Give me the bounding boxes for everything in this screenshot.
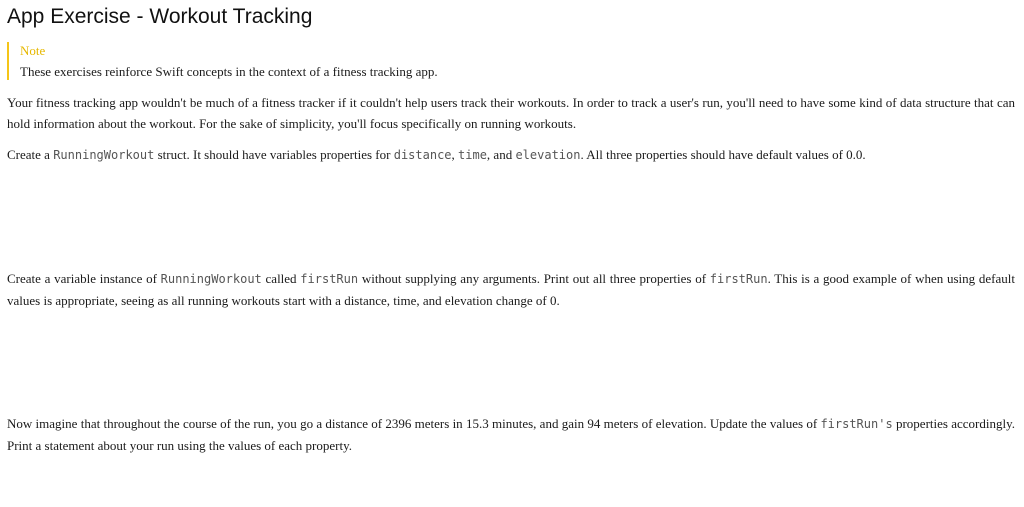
page-title: App Exercise - Workout Tracking	[7, 5, 313, 28]
text-segment: properties accordingly. Print a statement about your run using the values of each property.	[7, 416, 1015, 453]
text-segment: Create a variable instance of	[7, 271, 161, 286]
code-first-run: firstRun	[709, 272, 768, 286]
code-time: time	[458, 148, 487, 162]
exercise-paragraph-2	[7, 268, 1015, 311]
note-text: These exercises reinforce Swift concepts in the context of a fitness tracking app.	[20, 64, 438, 79]
document-page	[7, 0, 1015, 453]
text-segment: , and	[486, 147, 516, 162]
note-callout	[7, 42, 1015, 80]
text-segment: Now imagine that throughout the course of the run, you go a distance of 2396 meters in 15.3 minutes, and gain 94 meters of elevation. Update the values of	[7, 416, 821, 431]
text-segment: . This is a good example of when using default values is appropriate, seeing as all running workouts start with a distance, time, and elevation change of 0.	[7, 271, 1015, 308]
text-segment: struct. It should have variables properties for	[154, 147, 394, 162]
note-label: Note	[20, 43, 46, 58]
code-running-workout: RunningWorkout	[160, 272, 262, 286]
code-distance: distance	[393, 148, 452, 162]
text-segment: . All three properties should have default values of 0.0.	[580, 147, 866, 162]
code-running-workout: RunningWorkout	[53, 148, 155, 162]
text-segment: ,	[451, 147, 459, 162]
code-first-run: firstRun	[300, 272, 359, 286]
intro-paragraph: Your fitness tracking app wouldn't be much of a fitness tracker if it couldn't help users track their workouts. In order to track a user's run, you'll need to have some kind of data structure that can hold information about the workout. For the sake of simplicity, you'll focus specifically on running workouts.	[7, 95, 1015, 131]
text-segment: Create a	[7, 147, 54, 162]
text-segment: without supplying any arguments. Print out all three properties of	[358, 271, 710, 286]
code-first-run-possessive: firstRun's	[820, 417, 893, 431]
code-elevation: elevation	[515, 148, 581, 162]
exercise-paragraph-1	[7, 144, 1015, 166]
text-segment: called	[261, 271, 301, 286]
exercise-paragraph-3	[7, 413, 1015, 456]
